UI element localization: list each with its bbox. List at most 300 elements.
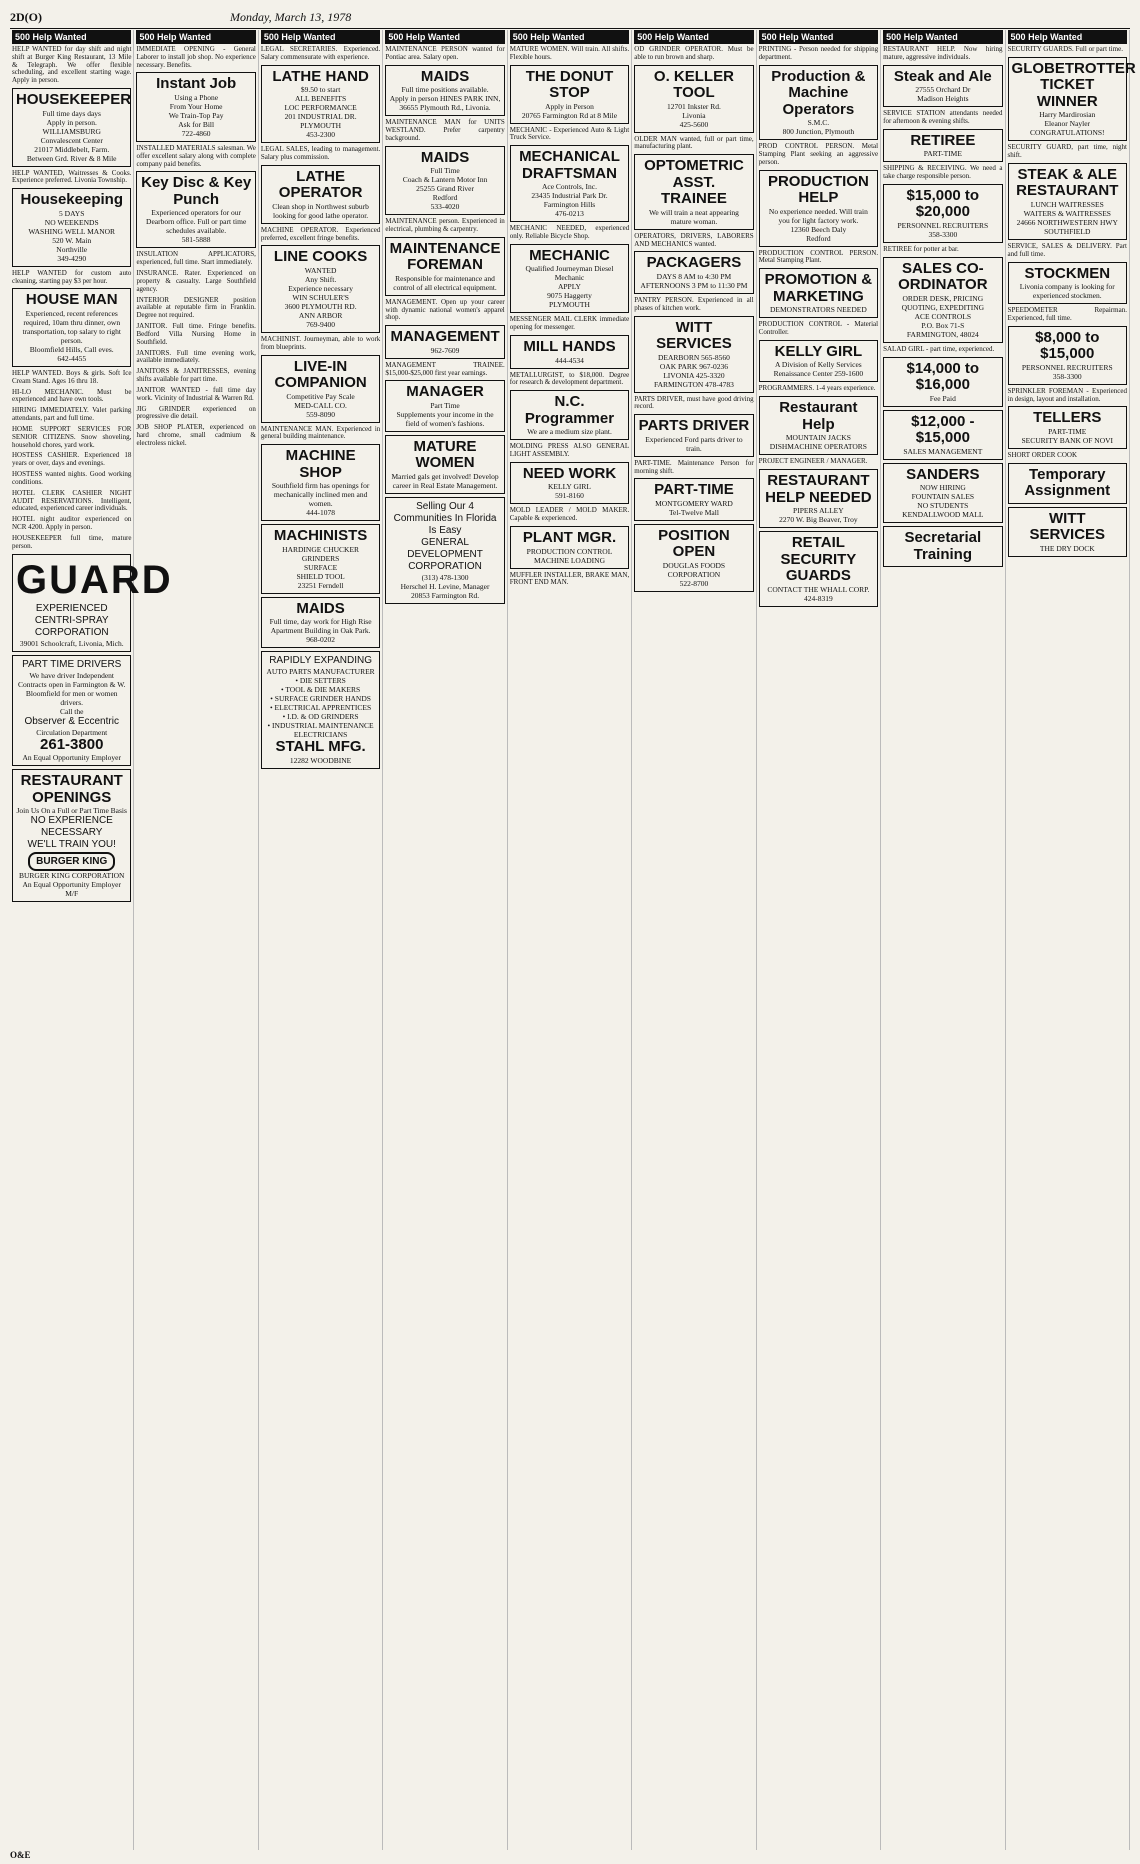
classified-column — [10, 30, 173, 1850]
classified-ad: HIRING IMMEDIATELY. Valet parking attendants, part and full time. — [12, 406, 132, 423]
column-heading: 500 Help Wanted — [1008, 30, 1127, 44]
classified-ad: METALLURGIST, to $18,000. Degree for research & development department. — [509, 370, 630, 387]
display-ad-line: 201 INDUSTRIAL DR. — [284, 112, 357, 122]
classified-ad: OD GRINDER OPERATOR. Must be able to run brown and sharp. — [634, 45, 754, 61]
stahl-item: • TOOL & DIE MAKERS — [281, 685, 361, 695]
display-ad-line: PIPERS ALLEY — [793, 506, 844, 516]
display-ad — [1008, 326, 1127, 385]
display-ad-line: DAYS 8 AM to 4:30 PM — [656, 271, 732, 281]
classified-ad: PROD CONTROL PERSON. Metal Stamping Plant seeking an aggressive person. — [758, 142, 879, 166]
display-ad-line: Experienced operators for our Dearborn office. Full or part time schedules available. — [146, 208, 247, 236]
display-ad — [883, 526, 1002, 567]
florida-title: Selling Our 4 Communities In Florida Is Easy — [393, 500, 497, 536]
classified-ad: MAINTENANCE PERSON wanted for Pontiac area. Salary open. — [385, 45, 505, 61]
display-ad-title: WITT SERVICES — [656, 318, 732, 353]
display-ad — [510, 462, 629, 505]
display-ad-title: MECHANICAL DRAFTSMAN — [519, 148, 620, 182]
display-ad-line: 962-7609 — [430, 345, 460, 355]
guard-line1: CENTRI-SPRAY — [34, 614, 109, 626]
burger-company: BURGER KING CORPORATION — [19, 871, 125, 881]
page-number: 2D(O) — [10, 10, 42, 24]
classified-ad: JOB SHOP PLATER, experienced on hard chrome, small cadmium & electroless nickel. — [136, 423, 256, 447]
display-ad-line: 476-0213 — [555, 209, 584, 219]
display-ad-line: PART-TIME — [923, 149, 962, 159]
classified-ad: INSULATION APPLICATORS, experienced, full time. Start immediately. — [136, 250, 256, 267]
display-ad-title: TELLERS — [1033, 409, 1102, 427]
display-ad-line: Convalescent Center — [40, 135, 103, 145]
classified-ad: PARTS DRIVER, must have good driving record. — [634, 394, 754, 411]
florida-phone: (313) 478-1300 — [421, 572, 469, 582]
florida-ad — [385, 497, 504, 604]
classified-ad: MECHANIC - Experienced Auto & Light Truck Service. — [509, 125, 630, 142]
display-ad-line: 358-3300 — [1052, 371, 1082, 381]
drivers-company: Observer & Eccentric — [24, 715, 119, 727]
stahl-address: 12282 WOODBINE — [289, 755, 352, 765]
display-ad-line: 5 DAYS — [59, 208, 85, 218]
display-ad-line: ORDER DESK, PRICING QUOTING, EXPEDITING — [901, 293, 985, 312]
display-ad — [759, 268, 878, 318]
display-ad-line: 3600 PLYMOUTH RD. — [284, 301, 357, 311]
display-ad-line: WILLIAMSBURG — [42, 126, 101, 136]
display-ad-line: WAITERS & WAITRESSES — [1023, 208, 1111, 218]
display-ad-line: DISHMACHINE OPERATORS — [769, 442, 867, 452]
display-ad — [883, 257, 1002, 343]
classified-ad: JANITOR. Full time. Fringe benefits. Bedford Villa Nursing Home in Southfield. — [136, 322, 256, 346]
classified-ad: MACHINE OPERATOR. Experienced preferred, excellent fringe benefits. — [260, 225, 381, 242]
display-ad-line: 800 Junction, Plymouth — [782, 127, 855, 137]
burger-train: WE'LL TRAIN YOU! — [27, 839, 116, 851]
display-ad — [385, 237, 504, 296]
display-ad-title: LIVE-IN COMPANION — [274, 357, 367, 392]
display-ad-line: 23435 Industrial Park Dr. — [531, 191, 608, 201]
display-ad-line: We are a medium size plant. — [527, 427, 612, 437]
display-ad-title: PLANT MGR. — [522, 529, 617, 547]
florida-address: 20853 Farmington Rd. — [410, 590, 480, 600]
display-ad-line: MACHINE LOADING — [533, 555, 605, 565]
classified-ad: SPRINKLER FOREMAN - Experienced in design, layout and installation. — [1007, 386, 1127, 403]
display-ad-line: 425-5600 — [679, 119, 709, 129]
classified-column — [134, 30, 258, 1850]
guard-address: 39001 Schoolcraft, Livonia, Mich. — [19, 638, 124, 648]
drivers-dept: Circulation Department — [36, 727, 108, 737]
display-ad-line: Livonia — [682, 110, 706, 120]
display-ad-title: MAINTENANCE FOREMAN — [389, 239, 501, 274]
display-ad — [759, 65, 878, 141]
display-ad-line: 520 W. Main — [52, 235, 92, 245]
display-ad-title: MAIDS — [296, 599, 345, 617]
display-ad — [1008, 163, 1127, 240]
classified-ad: MACHINIST. Journeyman, able to work from blueprints. — [260, 334, 381, 351]
display-ad-line: Full time positions available. — [401, 85, 489, 95]
display-ad-title: SANDERS — [906, 465, 980, 483]
classified-ad: HOUSEKEEPER full time, mature person. — [12, 533, 132, 550]
guard-line2: CORPORATION — [34, 626, 109, 638]
display-ad-line: LUNCH WAITRESSES — [1030, 199, 1104, 209]
display-ad-line: NO STUDENTS — [917, 501, 969, 511]
display-ad-line: Apply in person. — [46, 117, 97, 127]
classified-ad: MAINTENANCE MAN for UNITS WESTLAND. Prefer carpentry background. — [385, 118, 505, 142]
display-ad-line: SHIELD TOOL — [296, 571, 345, 581]
guard-ad — [12, 554, 173, 652]
display-ad-line: Redford — [432, 193, 458, 203]
drivers-ad — [12, 655, 131, 767]
drivers-eoe: An Equal Opportunity Employer — [22, 753, 121, 763]
display-ad — [759, 531, 878, 607]
display-ad — [261, 355, 380, 423]
column-heading: 500 Help Wanted — [385, 30, 504, 44]
classified-ad: SECURITY GUARD, part time, night shift. — [1007, 143, 1127, 160]
display-ad-line: THE DRY DOCK — [1039, 543, 1095, 553]
display-ad-line: 533-4020 — [430, 202, 460, 212]
display-ad-line: Apply in Person — [545, 101, 594, 111]
display-ad-title: Temporary Assignment — [1024, 465, 1111, 500]
display-ad — [883, 463, 1002, 524]
display-ad-title: PRODUCTION HELP — [767, 172, 869, 207]
display-ad-line: FARMINGTON, 48024 — [906, 329, 979, 339]
display-ad-line: MOUNTAIN JACKS — [785, 433, 851, 443]
classified-ad: PRINTING - Person needed for shipping department. — [758, 45, 879, 61]
display-ad-title: Production & Machine Operators — [771, 67, 866, 118]
column-heading: 500 Help Wanted — [261, 30, 380, 44]
display-ad-line: 358-3300 — [928, 229, 958, 239]
display-ad-line: S.M.C. — [807, 118, 830, 128]
display-ad-line: Qualified Journeyman Diesel Mechanic — [525, 264, 614, 283]
display-ad — [759, 469, 878, 528]
display-ad-line: LOC PERFORMANCE — [284, 103, 357, 113]
display-ad-title: LATHE HAND — [272, 67, 369, 85]
display-ad-line: ACE CONTROLS — [914, 311, 972, 321]
classified-ad: HOTEL night auditor experienced on NCR 4200. Apply in person. — [12, 515, 132, 532]
classified-ad: SPEEDOMETER Repairman. Experienced, full time. — [1007, 306, 1127, 322]
display-ad-title: Instant Job — [156, 75, 237, 93]
stahl-company: STAHL MFG. — [275, 738, 366, 756]
classified-column — [259, 30, 383, 1850]
display-ad-line: Clean shop in Northwest suburb looking for good lathe operator. — [272, 201, 369, 220]
display-ad — [385, 380, 504, 432]
display-ad — [136, 72, 255, 142]
display-ad-line: NOW HIRING — [919, 483, 966, 493]
display-ad-line: 591-8160 — [555, 491, 584, 501]
display-ad-line: PLYMOUTH — [549, 300, 590, 310]
display-ad-title: $12,000 - $15,000 — [911, 412, 975, 447]
display-ad-line: We will train a neat appearing mature woman. — [648, 207, 739, 226]
classified-ad: MESSENGER MAIL CLERK immediate opening for messenger. — [509, 315, 630, 332]
display-ad — [510, 335, 629, 369]
display-ad-line: 21017 Middlebelt, Farm. — [34, 144, 110, 154]
classified-ad: HOME SUPPORT SERVICES FOR SENIOR CITIZENS. Snow shoveling, household chores, yard work. — [12, 424, 132, 449]
classified-ad: HI-LO MECHANIC. Must be experienced and have own tools. — [12, 387, 132, 404]
classified-ad: SERVICE, SALES & DELIVERY. Part and full time. — [1007, 241, 1127, 258]
classified-ad: HELP WANTED. Boys & girls. Soft Ice Cream Stand. Ages 16 thru 18. — [12, 368, 132, 385]
display-ad-title: N.C. Programmer — [524, 393, 615, 427]
florida-company: GENERAL DEVELOPMENT CORPORATION — [407, 536, 483, 572]
display-ad-line: Southfield firm has openings for mechanically inclined men and women. — [271, 481, 370, 509]
classified-ad: HELP WANTED for day shift and night shift at Burger King Restaurant, 13 Mile & Telegraph. We offer flexible scheduling, and excellent starting wage. Apply in person. — [12, 45, 132, 85]
burger-king-logo: BURGER KING — [28, 852, 115, 871]
display-ad — [883, 65, 1002, 108]
display-ad-line: Ask for Bill — [178, 119, 215, 129]
display-ad — [510, 65, 629, 124]
display-ad-line: KENDALLWOOD MALL — [902, 510, 984, 520]
burger-king-ad — [12, 769, 131, 902]
display-ad-title: MACHINISTS — [273, 527, 368, 545]
display-ad-line: CONGRATULATIONS! — [1029, 128, 1105, 138]
display-ad-title: HOUSE MAN — [25, 291, 118, 309]
display-ad — [510, 244, 629, 314]
stahl-item: • INDUSTRIAL MAINTENANCE ELECTRICIANS — [267, 721, 374, 740]
display-ad-line: Redford — [806, 233, 831, 243]
display-ad-line: Renaissance Center 259-1600 — [773, 369, 864, 379]
display-ad-title: $14,000 to $16,000 — [906, 359, 980, 394]
display-ad-line: PERSONNEL RECRUITERS — [897, 220, 989, 230]
display-ad — [510, 390, 629, 440]
display-ad-title: Steak and Ale — [893, 67, 992, 85]
classified-ad: JANITORS. Full time evening work, available immediately. — [136, 348, 256, 365]
classified-ad: HOTEL CLERK CASHIER NIGHT AUDIT RESERVATIONS. Intelligent, educated, experienced career individuals. — [12, 488, 132, 513]
display-ad-title: STOCKMEN — [1024, 264, 1111, 282]
display-ad-line: PERSONNEL RECRUITERS — [1021, 362, 1113, 372]
display-ad-line: 424-8319 — [804, 593, 833, 603]
display-ad-line: APPLY — [557, 282, 581, 292]
display-ad — [12, 288, 131, 367]
page-date: Monday, March 13, 1978 — [230, 10, 352, 24]
display-ad-line: Livonia company is looking for experienced stockmen. — [1019, 282, 1115, 301]
display-ad — [634, 65, 753, 133]
classified-ad: JANITOR WANTED - full time day work. Vicinity of Industrial & Warren Rd. — [136, 385, 256, 402]
display-ad-line: Harry Mardirosian — [1039, 110, 1096, 120]
display-ad — [385, 65, 504, 117]
display-ad-title: NEED WORK — [522, 464, 617, 482]
display-ad-line: Bloomfield Hills, Call eves. — [29, 344, 114, 354]
drivers-text: We have driver Independent Contracts open in Farmington & W. Bloomfield for men or women drivers. — [17, 670, 126, 707]
display-ad-line: Between Grd. River & 8 Mile — [26, 153, 117, 163]
display-ad-line: PRODUCTION CONTROL — [526, 546, 613, 556]
display-ad-line: LIVONIA 425-3320 — [663, 370, 725, 380]
display-ad-line: Coach & Lantern Motor Inn — [402, 175, 488, 185]
display-ad-line: 349-4290 — [57, 253, 87, 263]
display-ad-line: 12701 Inkster Rd. — [666, 101, 721, 111]
classified-ad: SHORT ORDER COOK — [1007, 450, 1078, 459]
display-ad-title: MAIDS — [420, 67, 470, 85]
display-ad-title: OPTOMETRIC ASST. TRAINEE — [644, 157, 744, 208]
classified-ad: MAINTENANCE person. Experienced in electrical, plumbing & carpentry. — [385, 217, 505, 233]
display-ad-line: 27555 Orchard Dr — [915, 85, 971, 95]
classified-ad: MECHANIC NEEDED, experienced only. Reliable Bicycle Shop. — [509, 224, 630, 241]
display-ad — [261, 597, 380, 649]
burger-title: RESTAURANT OPENINGS — [20, 772, 123, 806]
column-heading: 500 Help Wanted — [510, 30, 629, 44]
display-ad-line: Ace Controls, Inc. — [541, 182, 597, 192]
display-ad — [634, 154, 753, 230]
display-ad-title: PROMOTION & MARKETING — [764, 271, 873, 305]
classified-ad: HELP WANTED, Waitresses & Cooks. Experience preferred. Livonia Township. — [12, 168, 132, 185]
display-ad-line: Northville — [56, 244, 88, 254]
display-ad-line: 2270 W. Big Beaver, Troy — [779, 515, 858, 525]
classified-ad: SECURITY GUARDS. Full or part time. — [1007, 45, 1123, 53]
display-ad — [883, 129, 1002, 163]
classified-ad: MANAGEMENT. Open up your career with dynamic national women's apparel shop. — [385, 297, 505, 322]
classified-ad: MANAGEMENT TRAINEE. $15,000-$25,000 first year earnings. — [385, 360, 505, 377]
florida-contact: Herschel H. Levine, Manager — [400, 581, 490, 591]
display-ad — [634, 316, 753, 393]
display-ad — [261, 165, 380, 224]
display-ad-line: SALES MANAGEMENT — [903, 446, 983, 456]
display-ad-title: POSITION OPEN — [658, 526, 730, 561]
display-ad-line: 23251 Ferndell — [297, 580, 344, 590]
display-ad-line: P.O. Box 71-S — [921, 320, 965, 330]
classified-column — [508, 30, 632, 1850]
column-heading: 500 Help Wanted — [136, 30, 255, 44]
classified-ad: RETIREE for potter at bar. — [883, 244, 959, 253]
display-ad-line: PART-TIME — [1048, 426, 1087, 436]
display-ad-line: Experience necessary — [288, 283, 353, 293]
display-ad-line: Responsible for maintenance and control of all electrical equipment. — [393, 273, 497, 292]
display-ad-line: Eleanor Nayler — [1044, 119, 1091, 129]
classified-ad: MOLD LEADER / MOLD MAKER. Capable & experienced. — [509, 506, 630, 523]
display-ad-line: KELLY GIRL — [548, 482, 591, 492]
classified-ad: OLDER MAN wanted, full or part time, manufacturing plant. — [634, 134, 754, 151]
display-ad-line: Fee Paid — [929, 393, 956, 403]
display-ad — [261, 65, 380, 144]
display-ad-title: RETIREE — [910, 131, 976, 149]
display-ad-line: Experienced Ford parts driver to train. — [645, 434, 743, 453]
burger-sub: Join Us On a Full or Part Time Basis — [16, 806, 127, 816]
classified-column — [1006, 30, 1136, 1850]
display-ad — [634, 478, 753, 521]
display-ad-line: OAK PARK 967-0236 — [659, 361, 728, 371]
classified-ad: HOSTESS wanted nights. Good working conditions. — [12, 470, 132, 486]
display-ad-line: 559-8090 — [306, 409, 335, 419]
display-ad-title: O. KELLER TOOL — [653, 67, 734, 102]
classified-column — [881, 30, 1005, 1850]
display-ad-line: GRINDERS — [301, 553, 340, 563]
display-ad — [1008, 57, 1136, 142]
display-ad — [634, 251, 753, 294]
classified-ad: PRODUCTION CONTROL PERSON. Metal Stamping Plant. — [758, 248, 879, 265]
column-heading: 500 Help Wanted — [883, 30, 1002, 44]
display-ad-line: Full time days days — [42, 108, 101, 118]
display-ad-title: $8,000 to $15,000 — [1035, 328, 1100, 363]
classified-ad: MUFFLER INSTALLER, BRAKE MAN, FRONT END MAN. — [509, 570, 630, 587]
display-ad-line: HARDINGE CHUCKER — [282, 544, 360, 554]
classified-ad: JANITORS & JANITRESSES, evening shifts available for part time. — [136, 367, 256, 384]
display-ad-title: MANAGEMENT — [390, 328, 500, 346]
display-ad — [759, 396, 878, 455]
classified-ad: INTERIOR DESIGNER position available at reputable firm in Franklin. Degree not required. — [136, 295, 256, 320]
drivers-phone: 261-3800 — [40, 735, 104, 753]
display-ad — [883, 357, 1002, 407]
classifieds-columns — [10, 30, 1136, 1850]
display-ad-line: WANTED — [304, 265, 337, 275]
display-ad-line: 522-8700 — [679, 578, 709, 588]
display-ad-line: 20765 Farmington Rd at 8 Mile — [521, 110, 618, 120]
display-ad-title: MANAGER — [406, 383, 484, 401]
display-ad-line: SOUTHFIELD — [1044, 226, 1091, 236]
display-ad — [1008, 406, 1127, 449]
display-ad-line: No experience needed. Will train you for light factory work. — [768, 206, 868, 225]
display-ad-line: DOUGLAS FOODS CORPORATION — [662, 560, 726, 579]
display-ad-line: FARMINGTON 478-4783 — [653, 379, 734, 389]
display-ad-line: Competitive Pay Scale — [286, 391, 355, 401]
drivers-call: Call the — [59, 706, 84, 716]
page-header — [10, 6, 1130, 29]
classified-ad: SALAD GIRL - part time, experienced. — [883, 344, 995, 353]
display-ad-line: MED-CALL CO. — [294, 400, 347, 410]
display-ad — [759, 170, 878, 247]
display-ad-line: Madison Heights — [917, 94, 969, 104]
classified-ad: LEGAL SALES, leading to management. Salary plus commission. — [260, 145, 381, 161]
classified-ad: JIG GRINDER experienced on progressive die detail. — [136, 404, 256, 421]
display-ad-line: Farmington Hills — [543, 200, 596, 210]
display-ad-line: CONTACT THE WHALL CORP. — [767, 584, 870, 594]
classified-column — [632, 30, 756, 1850]
display-ad-line: SURFACE — [303, 562, 338, 572]
display-ad-title: MECHANIC — [529, 246, 610, 264]
classified-ad: OPERATORS, DRIVERS, LABORERS AND MECHANICS wanted. — [634, 231, 754, 248]
display-ad-line: DEARBORN 565-8560 — [657, 352, 730, 362]
display-ad-line: We Train-Top Pay — [168, 110, 224, 120]
classified-ad: INSTALLED MATERIALS salesman. We offer excellent salary along with complete company paid benefits. — [136, 143, 256, 168]
display-ad — [883, 184, 1002, 243]
display-ad — [261, 524, 380, 594]
classified-ad: MOLDING PRESS ALSO GENERAL LIGHT ASSEMBLY. — [509, 442, 630, 459]
display-ad-line: NO WEEKENDS — [44, 217, 99, 227]
display-ad-title: STEAK & ALE RESTAURANT — [1016, 165, 1119, 200]
classified-ad: MAINTENANCE MAN. Experienced in general building maintenance. — [260, 424, 381, 441]
display-ad-title: MACHINE SHOP — [285, 447, 356, 481]
display-ad-line: SECURITY BANK OF NOVI — [1021, 435, 1114, 445]
stahl-item: • SURFACE GRINDER HANDS — [270, 694, 371, 704]
display-ad-title: Key Disc & Key Punch — [141, 174, 252, 208]
display-ad-line: Full Time — [430, 166, 460, 176]
guard-title: GUARD — [16, 557, 173, 602]
classified-ad: MATURE WOMEN. Will train. All shifts. Flexible hours. — [509, 45, 630, 61]
classified-column — [757, 30, 881, 1850]
display-ad-title: PARTS DRIVER — [638, 417, 750, 435]
display-ad-title: THE DONUT STOP — [525, 67, 614, 102]
display-ad-title: PART-TIME — [654, 481, 734, 499]
display-ad — [1008, 507, 1127, 557]
classified-ad: PART-TIME. Maintenance Person for morning shift. — [634, 458, 754, 475]
classified-ad: SERVICE STATION attendants needed for afternoon & evening shifts. — [883, 109, 1003, 125]
display-ad-line: 12360 Beech Daly — [790, 224, 847, 234]
classified-ad: PROJECT ENGINEER / MANAGER. — [758, 457, 868, 466]
display-ad-line: Supplements your income in the field of women's fashions. — [396, 409, 494, 428]
classified-ad: IMMEDIATE OPENING - General Laborer to install job shop. No experience necessary. Benefits. — [136, 45, 256, 69]
column-heading: 500 Help Wanted — [12, 30, 131, 44]
display-ad-line: $9.50 to start — [300, 85, 341, 95]
display-ad — [261, 444, 380, 521]
column-heading: 500 Help Wanted — [634, 30, 753, 44]
display-ad-line: DEMONSTRATORS NEEDED — [770, 305, 867, 315]
drivers-title: PART TIME DRIVERS — [22, 658, 122, 670]
display-ad-title: Secretarial Training — [904, 529, 982, 563]
display-ad — [634, 414, 753, 457]
display-ad — [136, 171, 255, 248]
classified-ad: LEGAL SECRETARIES. Experienced. Salary commensurate with experience. — [260, 45, 381, 61]
classified-ad: PRODUCTION CONTROL - Material Controller. — [758, 320, 879, 337]
stahl-item: • DIE SETTERS — [295, 676, 346, 686]
classified-ad: PANTRY PERSON. Experienced in all phases of kitchen work. — [634, 295, 754, 312]
display-ad-line: Part Time — [430, 400, 460, 410]
display-ad — [883, 410, 1002, 460]
display-ad-line: MONTGOMERY WARD — [655, 498, 733, 508]
display-ad-line: 968-0202 — [306, 635, 335, 645]
display-ad-title: KELLY GIRL — [774, 342, 863, 360]
display-ad-line: Experienced, recent references required, 10am thru dinner, own transportation, top salary to right person. — [22, 308, 121, 345]
display-ad-line: ANN ARBOR — [298, 310, 343, 320]
display-ad — [12, 188, 131, 267]
